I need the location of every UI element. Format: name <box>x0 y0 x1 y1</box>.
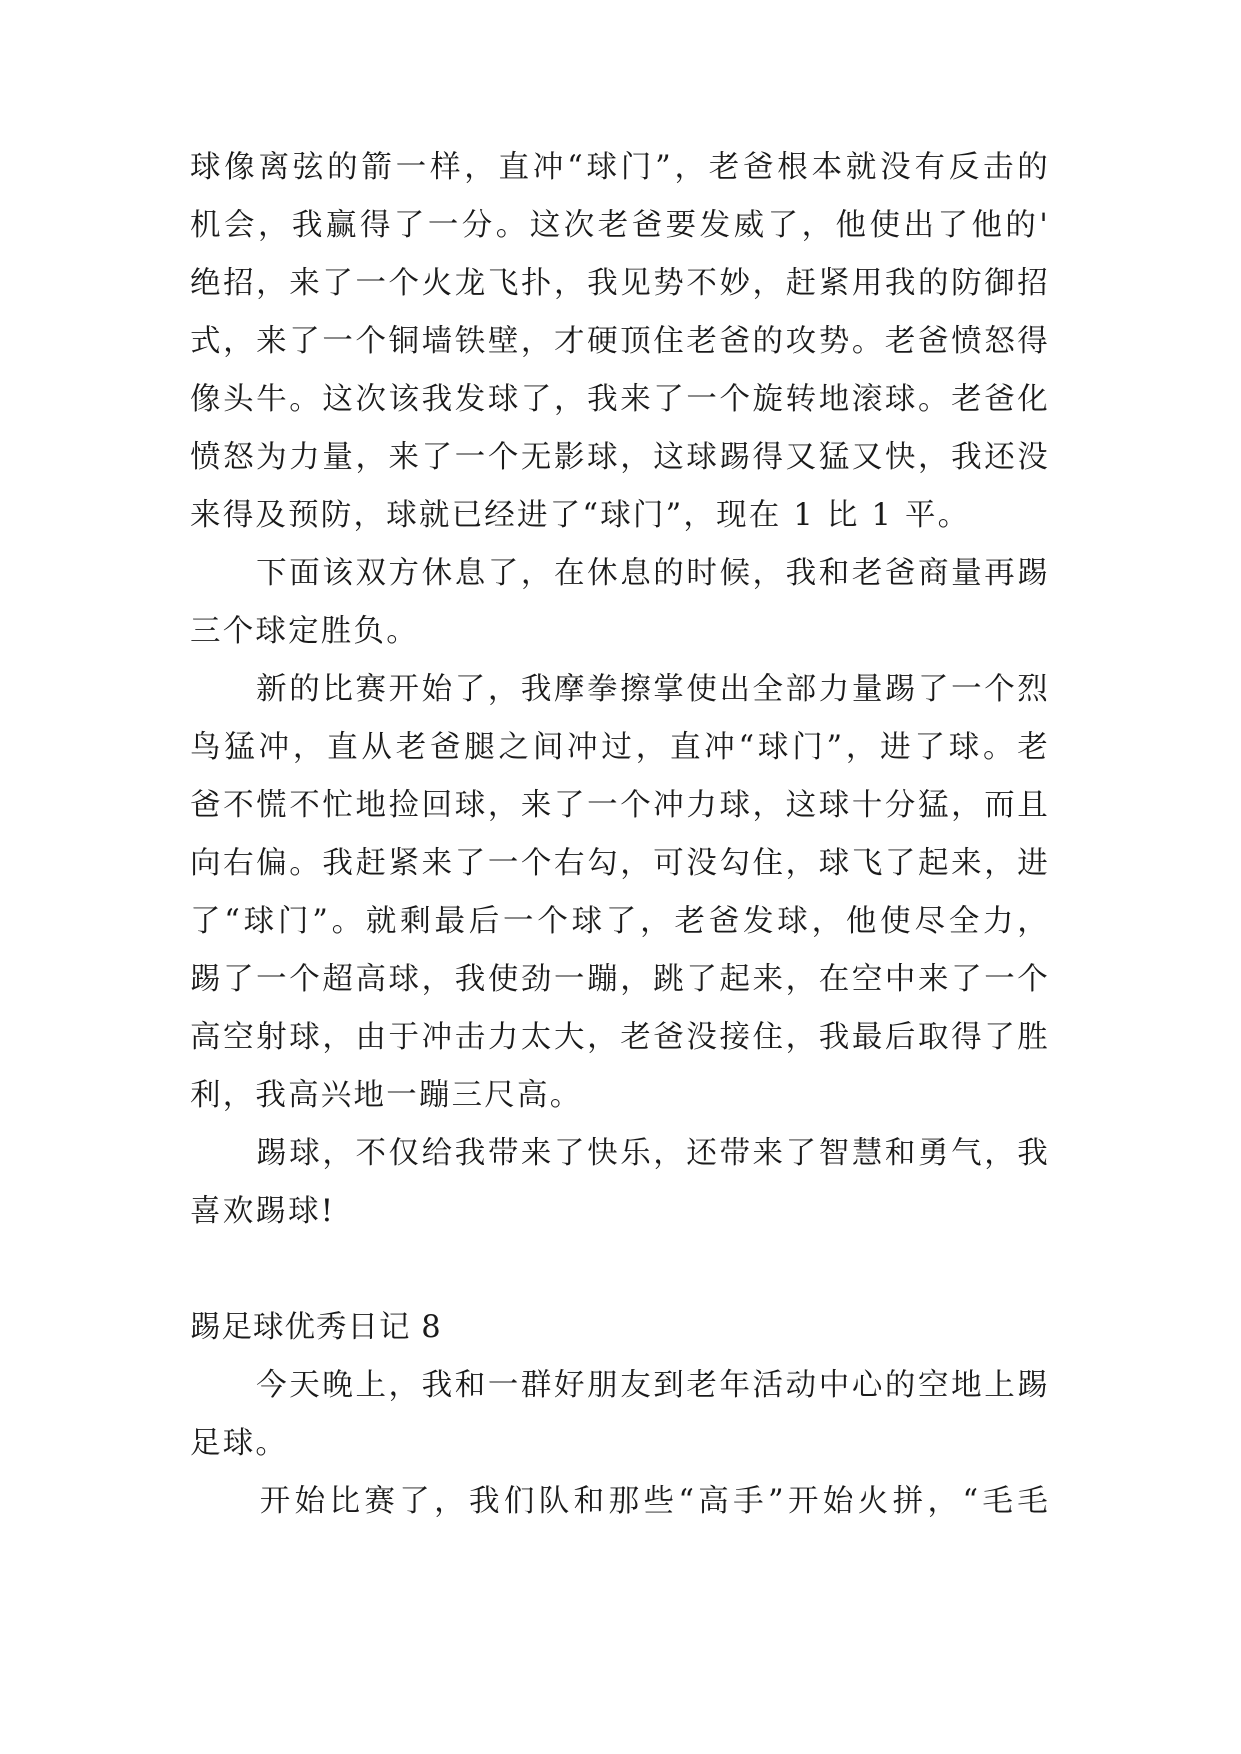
text-line: 踢了一个超高球，我使劲一蹦，跳了起来，在空中来了一个 <box>190 962 1050 997</box>
text-line: 来得及预防，球就已经进了“球门”，现在 1 比 1 平。 <box>190 498 971 533</box>
text-line: 球像离弦的箭一样，直冲“球门”，老爸根本就没有反击的 <box>190 150 1050 185</box>
text-line: 三个球定胜负。 <box>190 614 419 649</box>
text-line: 高空射球，由于冲击力太大，老爸没接住，我最后取得了胜 <box>190 1020 1050 1055</box>
text-line: 向右偏。我赶紧来了一个右勾，可没勾住，球飞了起来，进 <box>190 846 1050 881</box>
text-line: 鸟猛冲，直从老爸腿之间冲过，直冲“球门”，进了球。老 <box>190 730 1050 765</box>
text-line: 今天晚上，我和一群好朋友到老年活动中心的空地上踢 <box>190 1368 1050 1403</box>
text-line: 利，我高兴地一蹦三尺高。 <box>190 1078 583 1113</box>
text-line: 了“球门”。就剩最后一个球了，老爸发球，他使尽全力， <box>190 904 1050 939</box>
text-line: 愤怒为力量，来了一个无影球，这球踢得又猛又快，我还没 <box>190 440 1050 475</box>
text-line: 绝招，来了一个火龙飞扑，我见势不妙，赶紧用我的防御招 <box>190 266 1050 301</box>
text-line: 踢球，不仅给我带来了快乐，还带来了智慧和勇气，我 <box>190 1136 1050 1171</box>
text-line: 像头牛。这次该我发球了，我来了一个旋转地滚球。老爸化 <box>190 382 1050 417</box>
text-line: 足球。 <box>190 1426 289 1461</box>
text-line: 下面该双方休息了，在休息的时候，我和老爸商量再踢 <box>190 556 1050 591</box>
text-line: 开始比赛了，我们队和那些“高手”开始火拼，“毛毛 <box>190 1484 1050 1519</box>
text-line: 爸不慌不忙地捡回球，来了一个冲力球，这球十分猛，而且 <box>190 788 1050 823</box>
text-line: 喜欢踢球! <box>190 1194 336 1229</box>
section-heading: 踢足球优秀日记 8 <box>190 1310 442 1345</box>
text-line: 机会，我赢得了一分。这次老爸要发威了，他使出了他的' <box>190 208 1050 243</box>
text-line: 式，来了一个铜墙铁壁，才硬顶住老爸的攻势。老爸愤怒得 <box>190 324 1050 359</box>
text-line: 新的比赛开始了，我摩拳擦掌使出全部力量踢了一个烈 <box>190 672 1050 707</box>
